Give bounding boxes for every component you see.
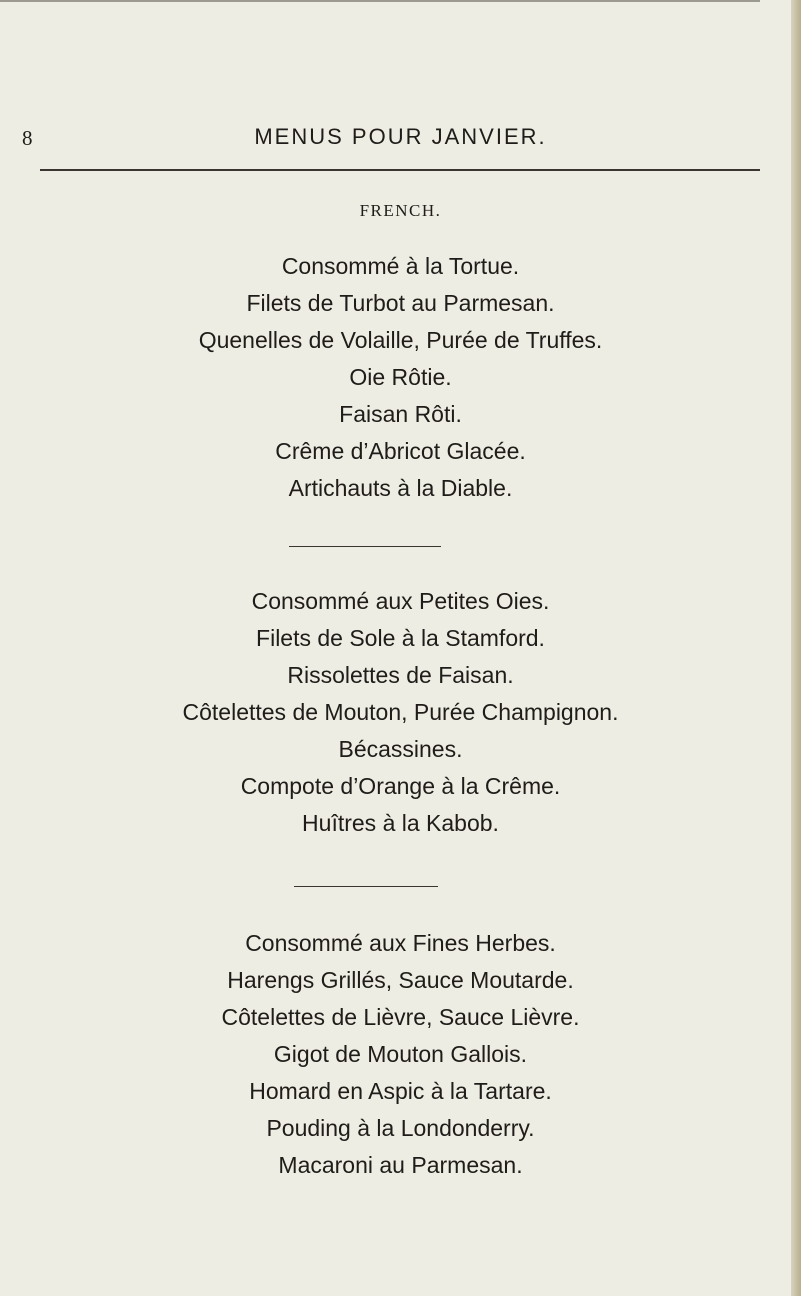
menu-item: Pouding à la Londonderry. [266, 1115, 535, 1141]
menu-item: Huîtres à la Kabob. [302, 810, 499, 836]
menu-divider [289, 546, 441, 547]
menu-item: Côtelettes de Lièvre, Sauce Lièvre. [221, 1004, 580, 1030]
menu-item: Filets de Turbot au Parmesan. [246, 290, 555, 316]
menu-item: Bécassines. [338, 736, 463, 762]
menu-item: Harengs Grillés, Sauce Moutarde. [227, 967, 574, 993]
menu-item: Gigot de Mouton Gallois. [273, 1041, 528, 1067]
menu-item: Consommé aux Fines Herbes. [245, 930, 556, 956]
header-rule [40, 169, 760, 171]
section-label: FRENCH. [359, 201, 442, 220]
menu-item: Consommé à la Tortue. [281, 253, 520, 279]
menu-item: Quenelles de Volaille, Purée de Truffes. [198, 327, 603, 353]
page-top-edge [0, 0, 760, 2]
menu-item: Filets de Sole à la Stamford. [256, 625, 545, 651]
menu-item: Compote d’Orange à la Crême. [240, 773, 561, 799]
page-number: 8 [22, 126, 33, 150]
menu-item: Artichauts à la Diable. [288, 475, 513, 501]
menu-item: Côtelettes de Mouton, Purée Champignon. [182, 699, 619, 725]
menu-1 [0, 248, 801, 507]
menu-item: Macaroni au Parmesan. [278, 1152, 523, 1178]
menu-2 [0, 583, 801, 842]
menu-item: Oie Rôtie. [349, 364, 452, 390]
menu-item: Homard en Aspic à la Tartare. [249, 1078, 552, 1104]
menu-item: Crême d’Abricot Glacée. [275, 438, 526, 464]
menu-item: Faisan Rôti. [339, 401, 462, 427]
menu-divider [294, 886, 438, 887]
menu-item: Rissolettes de Faisan. [287, 662, 514, 688]
menu-3 [0, 925, 801, 1184]
running-head: MENUS POUR JANVIER. [254, 124, 547, 149]
menu-item: Consommé aux Petites Oies. [251, 588, 550, 614]
